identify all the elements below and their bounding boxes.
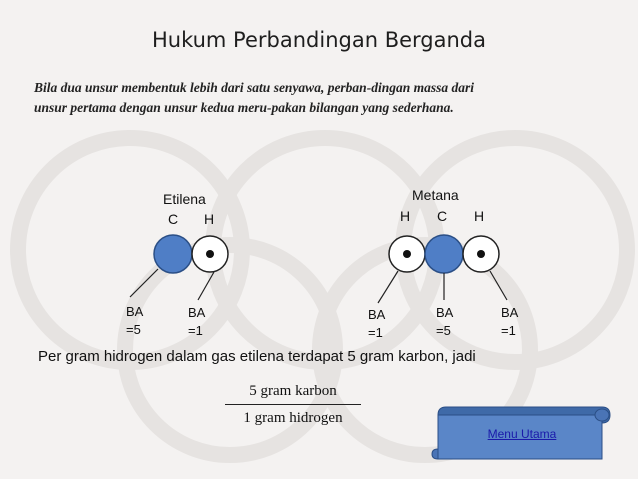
etilena-ba-c — [126, 303, 143, 339]
metana-pointer-h-right — [490, 271, 507, 300]
metana-atom-h-right-label: H — [474, 208, 485, 224]
etilena-pointer-h — [198, 272, 214, 300]
etilena-carbon-atom — [154, 235, 192, 273]
page-title: Hukum Perbandingan Berganda — [152, 28, 486, 52]
etilena-atom-c-label: C — [168, 211, 179, 227]
metana-ba-c — [436, 304, 453, 340]
metana-ba-c-line2: =5 — [436, 323, 451, 338]
etilena-ba-c-line1: BA — [126, 304, 144, 319]
metana-ba-h-left — [368, 306, 385, 342]
intro-line-1: Bila dua unsur membentuk lebih dari satu senyawa, perban-dingan massa dari — [34, 80, 474, 95]
etilena-molecule — [130, 235, 228, 300]
etilena-atom-h-label: H — [204, 211, 215, 227]
metana-ba-h-right — [501, 304, 518, 340]
metana-ba-c-line1: BA — [436, 305, 454, 320]
etilena-ba-h-line2: =1 — [188, 323, 203, 338]
metana-ba-h-right-line2: =1 — [501, 323, 516, 338]
etilena-pointer-c — [130, 269, 158, 297]
ratio-fraction — [225, 380, 361, 429]
metana-carbon-atom — [425, 235, 463, 273]
metana-ba-h-left-line2: =1 — [368, 325, 383, 340]
metana-label: Metana — [412, 187, 459, 203]
metana-atom-c-label: C — [437, 208, 448, 224]
etilena-ba-c-line2: =5 — [126, 322, 141, 337]
etilena-ba-h-line1: BA — [188, 305, 206, 320]
menu-utama-button[interactable] — [432, 405, 612, 463]
fraction-denominator: 1 gram hidrogen — [243, 410, 343, 426]
fraction-bar — [225, 404, 361, 405]
menu-utama-link[interactable]: Menu Utama — [487, 427, 557, 441]
metana-atom-h-left-label: H — [400, 208, 411, 224]
metana-ba-h-left-line1: BA — [368, 307, 386, 322]
intro-line-2: unsur pertama dengan unsur kedua meru-pakan bilangan yang sederhana. — [34, 100, 454, 115]
fraction-numerator: 5 gram karbon — [249, 383, 337, 399]
metana-ba-h-right-line1: BA — [501, 305, 519, 320]
statement-text: Per gram hidrogen dalam gas etilena terdapat 5 gram karbon, jadi — [38, 348, 476, 365]
etilena-label: Etilena — [163, 191, 206, 207]
metana-molecule — [378, 235, 507, 303]
etilena-hydrogen-dot — [206, 250, 214, 258]
metana-hydrogen-right-dot — [477, 250, 485, 258]
metana-hydrogen-left-dot — [403, 250, 411, 258]
etilena-ba-h — [188, 304, 205, 340]
metana-pointer-h-left — [378, 271, 398, 303]
